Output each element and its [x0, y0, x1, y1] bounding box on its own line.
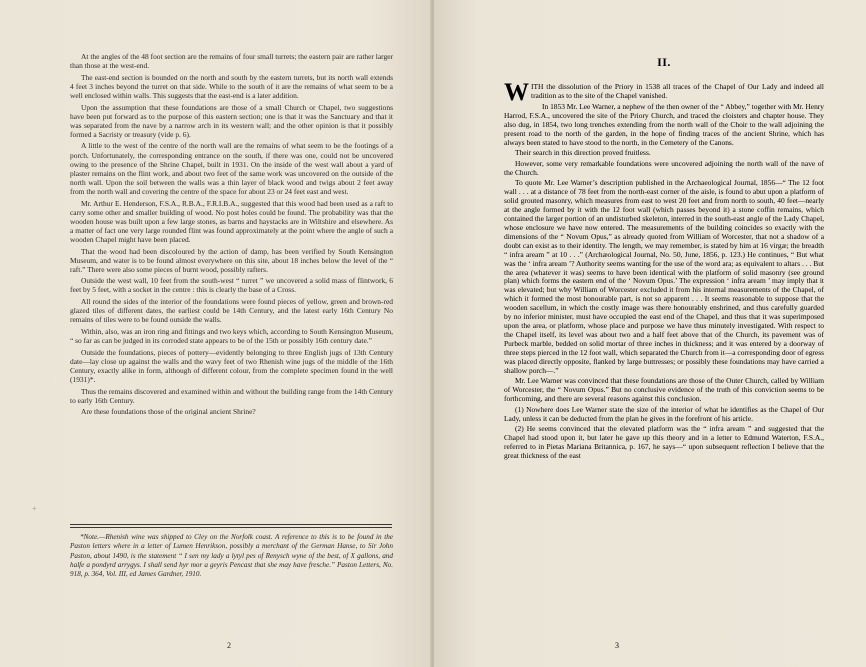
paragraph: The east-end section is bounded on the north and south by the eastern turrets, but its north wall extends 4 feet 3 inches beyond the turret on that side. While to the south of it are the remains of what seem to be a well enclosed within walls. This suggests that the east-end is a later addition.: [70, 72, 393, 100]
paragraph: That the wood had been discoloured by the action of damp, has been verified by South Kensington Museum, and water is to be found almost everywhere on this site, about 18 inches below the level of the “ raft.” There were also some pieces of burnt wood, possibly rafters.: [70, 246, 393, 274]
footnote-rule: [70, 527, 392, 528]
right-page-body: [504, 55, 824, 463]
paragraph: (2) He seems convinced that the elevated platform was the “ infra aream ” and suggested that the Chapel had stood upon it, but later he gave up this theory and in a letter to Edmund Waterton, F.S.A., referred to in Pietas Mariana Britannica, p. 167, he says—“ upon subsequent reflection I believe that the great thickness of the east: [504, 424, 824, 461]
left-page: [0, 0, 432, 667]
paragraph: Upon the assumption that these foundations are those of a small Church or Chapel, two suggestions have been put forward as to the purpose of this eastern section; one is that it was the Sanctuary and that it was separated from the nave by a narrow arch in its western wall; and the other opinion is that it possibly formed a Sacristy or treasury (vide p. 6).: [70, 102, 393, 139]
paragraph: Outside the foundations, pieces of pottery—evidently belonging to three English jugs of 13th Century date—lay close up against the walls and the wavy feet of two Rhenish wine jugs of the middle of the 16th Century, exactly alike in form, although of different colour, from the complete specimen found in the well (1931)*.: [70, 347, 393, 384]
page-number: 3: [615, 641, 619, 650]
margin-mark: +: [32, 504, 37, 513]
paragraph: To quote Mr. Lee Warner’s description published in the Archaeological Journal, 1856—“ The 12 foot wall . . . at a distance of 78 feet from the north-east corner of the aisle, is found to abut upon a platform of solid grouted masonry, which measures from east to west 20 feet and from north to south, 40 feet—nearly at the angle formed by it with the 12 foot wall (which passes beyond it) a stone coffin remains, which contained the larger portion of an undisturbed skeleton, interred in the south-east angle of the Lady Chapel, whose enclosure we have now entered. The measurements of the building coincides so exactly with the dimensions of the “ Novum Opus,” as already quoted from William of Worcester, that not a shadow of a doubt can exist as to their identity. The length, we may remember, is stated by him at 16 virgæ; the breadth “ infra aream ” at 10 . . .” (Archæological Journal, No. 50, June, 1856, p. 123.) He continues, “ But what was the ‘ infra aream ’? Authority seems wanting for the use of the word ara; as equivalent to altars . . . But the area (whatever it was) seems to have been identical with the platform of solid masonry (see ground plan) which forms the eastern end of the ‘ Novum Opus.’ The expression ‘ infra aream ’ may imply that it was elevated; but why William of Worcester excluded it from his internal measurements of the Chapel, of which it formed the most honourable part, is not so apparent . . . It seems reasonable to suppose that the wooden sacellum, in which the costly image was there honourably enshrined, and thus carefully guarded by no inferior minister, must have occupied the east end of the Chapel, and thus that it was superimposed upon the area, or platform, whose place and purpose we have thus minutely investigated. With respect to the Chapel itself, its level was about two and a half feet above that of the Church, its pavement was of Purbeck marble, bedded on solid mortar of three inches in thickness; and it was entered by a doorway of three steps pierced in the 12 foot wall, which separated the Church from it—a corresponding door of egress was placed directly opposite, flanked by large buttresses; or possibly these foundations may have carried a shallow porch—.”: [504, 178, 824, 375]
paragraph: Thus the remains discovered and examined within and without the building range from the 14th Century to early 16th Century.: [70, 386, 393, 405]
paragraph: Their search in this direction proved fruitless.: [515, 148, 651, 158]
footnote-rule: [70, 524, 392, 525]
opening-text: ITH the dissolution of the Priory in 1538 all traces of the Chapel of Our Lady and indeed all tradition as to the site of the Chapel vanished.: [531, 82, 824, 101]
page-number: 2: [227, 641, 231, 650]
paragraph: A little to the west of the centre of the north wall are the remains of what seem to be the footings of a porch. Unfortunately, the corresponding entrance on the south, if there was one, could not be uncovered owing to the presence of the Shrine Chapel, built in 1931. On the inside of the west wall about a yard of plaster remains on the flint work, and about two feet of the same work was uncovered on the outside of the north wall. Upon the soil between the walls was a thin layer of black wood and twigs about 2 feet away from the north wall and covering the centre of the space for about 23 or 24 feet east and west.: [70, 141, 393, 196]
paragraph: Mr. Arthur E. Henderson, F.S.A., R.B.A., F.R.I.B.A., suggested that this wood had been used as a raft to carry some other and smaller building of wood. No post holes could be found. The probability was that the wooden house was built upon a few large stones, as barns and haystacks are in Wiltshire and elsewhere. As a matter of fact one very large rounded flint was found approximately at the point where the angle of such a wooden Chapel might have been placed.: [70, 198, 393, 244]
paragraph: Mr. Lee Warner was convinced that these foundations are those of the Outer Church, called by William of Worcester, the “ Novum Opus.” But no conclusive evidence of the truth of this conviction seems to be forthcoming, and there are several reasons against this conclusion.: [504, 376, 824, 404]
paragraph: At the angles of the 48 foot section are the remains of four small turrets; the eastern pair are rather larger than those at the west-end.: [70, 52, 393, 71]
left-page-body: [70, 52, 393, 419]
paragraph: Outside the west wall, 10 feet from the south-west “ turret ” we uncovered a solid mass of flintwork, 6 feet by 5 feet, with a socket in the centre : this is clearly the base of a Cross.: [70, 276, 393, 295]
paragraph: Are these foundations those of the original ancient Shrine?: [81, 407, 256, 417]
paragraph: In 1853 Mr. Lee Warner, a nephew of the then owner of the “ Abbey,” together with Mr. Henry Harrod, F.S.A., uncovered the site of the Priory Church, and traced the cloisters and chapter house. They also dug, in 1854, two long trenches extending from the north wall of the Choir to the wall adjoining the present road to the north of the garden, in the hope of finding traces of the ancient Shrine, which has always been stated to have stood to the north, in the Cemetery of the Canons.: [504, 101, 824, 147]
chapter-heading: II.: [657, 55, 671, 69]
paragraph: However, some very remarkable foundations were uncovered adjoining the north wall of the nave of the Church.: [504, 158, 824, 177]
drop-cap: W: [504, 79, 529, 107]
paragraph: All round the sides of the interior of the foundations were found pieces of yellow, green and brown-red glazed tiles of different dates, the earliest could be 14th Century, and the latest early 16th Century No remains of tiles were to be found outside the walls.: [70, 297, 393, 325]
paragraph: Within, also, was an iron ring and fittings and two keys which, according to South Kensington Museum, “ so far as can be judged in its corroded state appears to be of the 15th or possibly 16th century date.”: [70, 326, 393, 346]
opening-paragraph: [504, 79, 824, 107]
paragraph: (1) Nowhere does Lee Warner state the size of the interior of what he identifies as the Chapel of Our Lady, unless it can be deducted from the plan he gives in the forefront of his article.: [504, 404, 824, 423]
footnote: *Note.—Rhenish wine was shipped to Cley on the Norfolk coast. A reference to this is to be found in the Paston letters where in a letter of Lumen Henrikson, possibly a merchant of the German Hanse, to Sir John Paston, about 1490, is the statement “ I sen my lady a lytyl pes of Renysch wyne of the best, of X gallons, and halfe a pondyrd arrygys. I shall send hyr mor a geyris Pencast that she may have fresche.” Paston Letters, No. 918, p. 364, Vol. III, ed James Gardner, 1910.: [70, 533, 393, 579]
